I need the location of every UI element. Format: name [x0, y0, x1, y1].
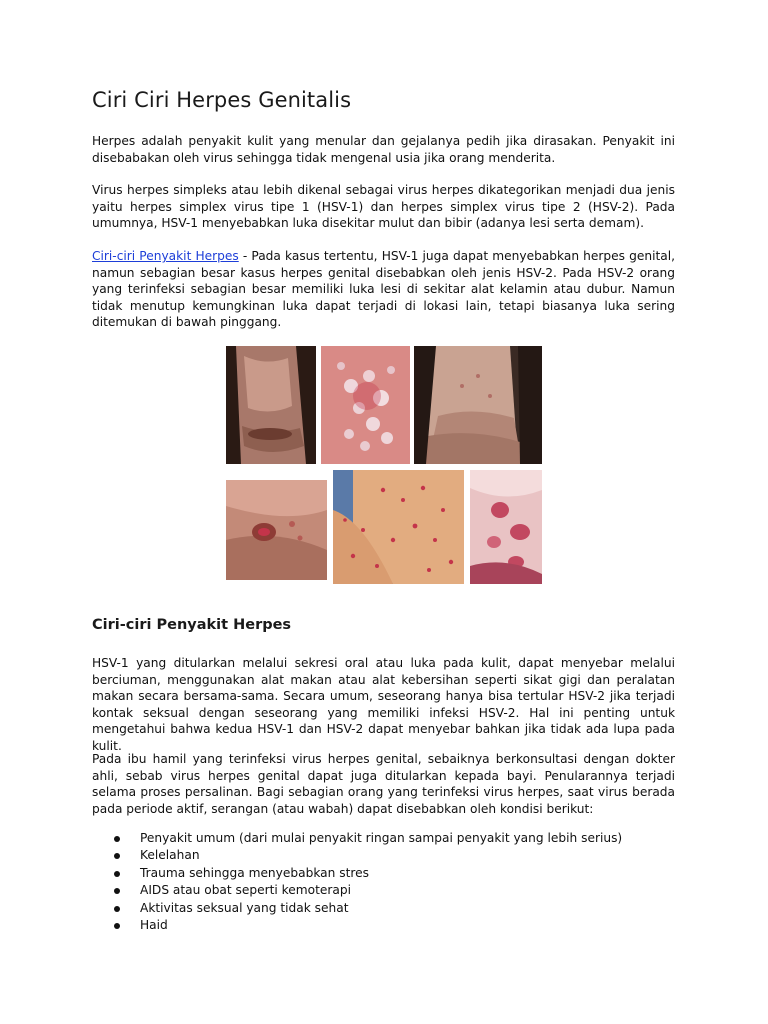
- list-item-text: Haid: [140, 918, 168, 933]
- list-item-text: Aktivitas seksual yang tidak sehat: [140, 900, 349, 915]
- bullet-icon: [114, 923, 120, 929]
- paragraph-intro: Herpes adalah penyakit kulit yang menular dan gejalanya pedih jika dirasakan. Penyakit ini disebabakan oleh virus sehingga tidak mengenal usia jika orang menderita.: [92, 134, 675, 165]
- herpes-photo-3: [414, 346, 542, 464]
- list-item: [114, 882, 622, 899]
- bullet-icon: [114, 836, 120, 842]
- herpes-photo-2: [321, 346, 410, 464]
- paragraph-hsv2-text: - Pada kasus tertentu, HSV-1 juga dapat menyebabkan herpes genital, namun sebagian besar kasus herpes genital disebabkan oleh jenis HSV-2. Pada HSV-2 orang yang terinfeksi sebagian besar memiliki luka lesi di sekitar alat kelamin atau dubur. Namun tidak menutup kemungkinan luka dapat terjadi di lokasi lain, tetapi biasanya luka sering ditemukan di bawah pinggang.: [92, 249, 675, 330]
- list-item: [114, 900, 622, 917]
- list-item: [114, 830, 622, 847]
- bullet-icon: [114, 888, 120, 894]
- list-item: [114, 847, 622, 864]
- herpes-photo-4: [226, 480, 327, 580]
- bullet-icon: [114, 871, 120, 877]
- bullet-icon: [114, 906, 120, 912]
- herpes-photo-6: [470, 470, 542, 584]
- list-item: [114, 917, 622, 934]
- herpes-photo-5: [333, 470, 464, 584]
- list-item-text: AIDS atau obat seperti kemoterapi: [140, 883, 352, 898]
- paragraph-transmission: HSV-1 yang ditularkan melalui sekresi oral atau luka pada kulit, dapat menyebar melalui berciuman, menggunakan alat makan atau alat kebersihan seperti sikat gigi dan peralatan makan secara bersama-sama. Secara umum, seseorang hanya bisa tertular HSV-2 jika terjadi kontak seksual dengan seseorang yang memiliki infeksi HSV-2. Hal ini penting untuk mengetahui bahwa kedua HSV-1 dan HSV-2 dapat menyebar bahkan jika tidak ada lupa pada kulit.: [92, 656, 675, 753]
- bullet-icon: [114, 853, 120, 859]
- list-item-text: Trauma sehingga menyebabkan stres: [140, 865, 369, 880]
- list-item-text: Penyakit umum (dari mulai penyakit ringan sampai penyakit yang lebih serius): [140, 831, 623, 845]
- herpes-photo-1: [226, 346, 316, 464]
- list-item: [114, 865, 622, 882]
- section-subheading: Ciri-ciri Penyakit Herpes: [92, 617, 292, 633]
- paragraph-pregnancy: Pada ibu hamil yang terinfeksi virus herpes genital, sebaiknya berkonsultasi dengan dokter ahli, sebab virus herpes genital dapat juga ditularkan kepada bayi. Penularannya terjadi selama proses persalinan. Bagi sebagian orang yang terinfeksi virus herpes, saat virus berada pada periode aktif, serangan (atau wabah) dapat disebabkan oleh kondisi berikut:: [92, 752, 675, 816]
- link-ciri-ciri-penyakit-herpes[interactable]: Ciri-ciri Penyakit Herpes: [92, 249, 239, 263]
- list-item-text: Kelelahan: [140, 848, 200, 863]
- paragraph-hsv2: [92, 248, 675, 331]
- paragraph-virus-types: Virus herpes simpleks atau lebih dikenal sebagai virus herpes dikategorikan menjadi dua jenis yaitu herpes simplex virus tipe 1 (HSV-1) dan herpes simplex virus tipe 2 (HSV-2). Pada umumnya, HSV-1 menyebabkan luka disekitar mulut dan bibir (adanya lesi serta demam).: [92, 183, 675, 231]
- triggers-list: [114, 830, 622, 934]
- document-title: Ciri Ciri Herpes Genitalis: [92, 88, 352, 112]
